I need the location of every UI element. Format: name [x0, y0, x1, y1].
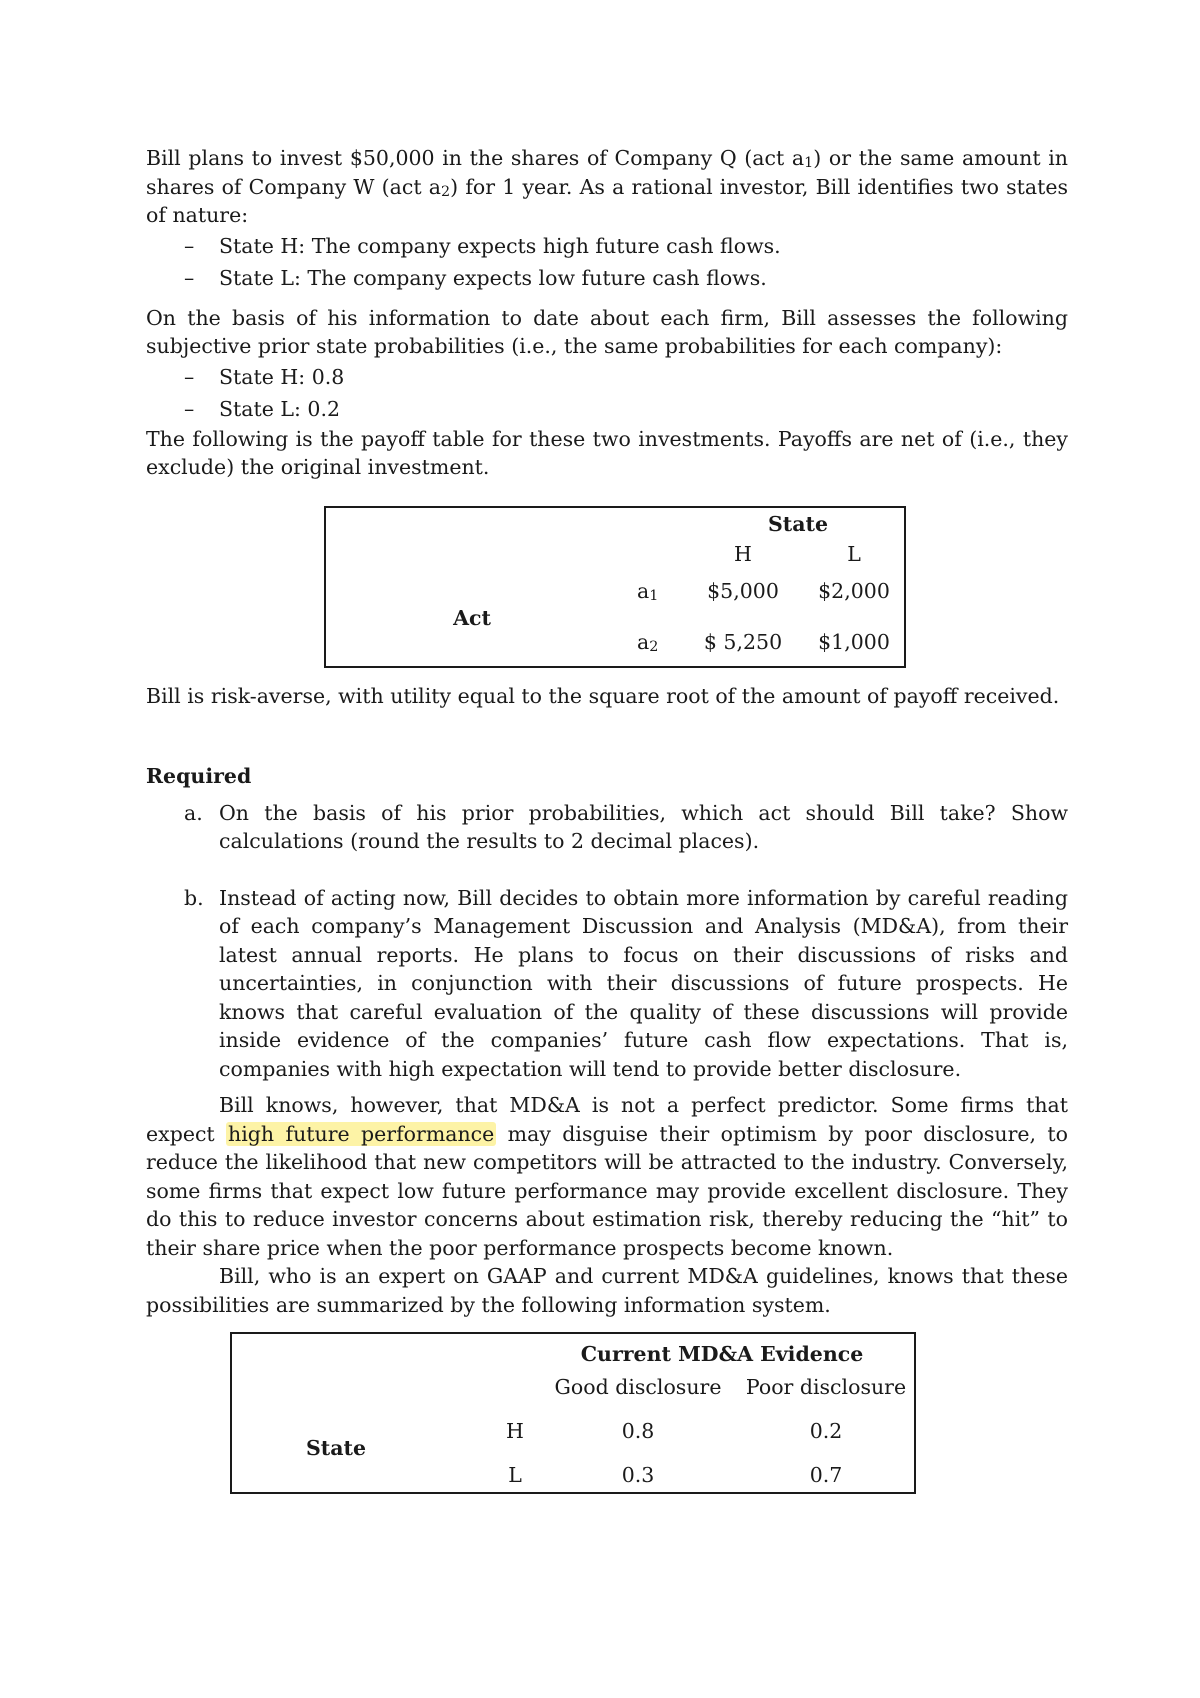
table-cell-act: $a_1$: [637, 579, 659, 604]
table-cell: $2,000: [818, 579, 890, 603]
highlighted-text: high future performance: [228, 1121, 495, 1146]
info-system-paragraph: Bill, who is an expert on GAAP and current MD&A guidelines, knows that these possibilities are summarized by the following information system.: [146, 1264, 1068, 1317]
table-cell: H: [506, 1419, 524, 1443]
utility-paragraph: Bill is risk-averse, with utility equal to the square root of the amount of payoff received.: [146, 684, 1060, 708]
table-col-l: L: [847, 542, 861, 566]
table-cell: 0.7: [809, 1463, 843, 1487]
payoff-table: [324, 506, 906, 668]
priors-list: [146, 361, 1068, 425]
table-cell: L: [508, 1463, 522, 1487]
intro-paragraph: Bill plans to invest $50,000 in the shares of Company Q (act $a_1$) or the same amount in shares of Company W (act $a_2$) for 1 year. As a rational investor, Bill identifies two states of nature:: [146, 146, 1069, 227]
required-list: [146, 799, 1068, 1084]
payoff-intro-paragraph: The following is the payoff table for these two investments. Payoffs are net of (i.e., they exclude) the original investment.: [146, 426, 1068, 479]
table-cell: $5,000: [707, 579, 779, 603]
table-col-poor: Poor disclosure: [745, 1375, 907, 1399]
document-body: [146, 144, 1069, 1487]
info-system-table: [230, 1332, 916, 1494]
states-list: [146, 230, 1068, 294]
list-item: – State L: 0.2: [146, 393, 1068, 425]
table-row-header-act: Act: [453, 606, 491, 630]
table-cell: $1,000: [818, 630, 890, 654]
list-item: – State L: The company expects low future cash flows.: [146, 262, 1068, 294]
table-cell-act: $a_2$: [637, 630, 659, 655]
mdna-paragraph: Bill knows, however, that MD&A is not a perfect predictor. Some firms that expect high future performance may disguise their optimism by poor disclosure, to reduce the likelihood that new competitors will be attracted to the industry. Conversely, some firms that expect low future performance may provide excellent disclosure. They do this to reduce investor concerns about estimation risk, thereby reducing the “hit” to their share price when the poor performance prospects become known.: [146, 1093, 1069, 1260]
list-item: b. Instead of acting now, Bill decides to obtain more information by careful reading of each company’s Management Discussion and Analysis (MD&A), from their latest annual reports. He plans to focus on their discussions of risks and uncertainties, in conjunction with their discussions of future prospects. He knows that careful evaluation of the quality of these discussions will provide inside evidence of the companies’ future cash flow expectations. That is, companies with high expectation will tend to provide better disclosure.: [184, 885, 1068, 1081]
table-cell: 0.3: [621, 1463, 655, 1487]
table-header-state: State: [767, 512, 829, 536]
required-section: [146, 762, 1068, 1319]
list-item: – State H: The company expects high future cash flows.: [146, 230, 1068, 262]
table-row-header-state: State: [305, 1436, 367, 1460]
table-cell: 0.8: [621, 1419, 655, 1443]
priors-paragraph: On the basis of his information to date about each firm, Bill assesses the following subjective prior state probabilities (i.e., the same probabilities for each company):: [146, 305, 1068, 358]
table-cell: $ 5,250: [703, 630, 783, 654]
table-cell: 0.2: [809, 1419, 843, 1443]
table-header-evidence: Current MD&A Evidence: [580, 1342, 864, 1366]
table-col-h: H: [734, 542, 752, 566]
list-item: – State H: 0.8: [146, 361, 1068, 393]
table-col-good: Good disclosure: [554, 1375, 722, 1399]
list-item: a. On the basis of his prior probabilities, which act should Bill take? Show calculations (round the results to 2 decimal places).: [184, 800, 1068, 853]
required-heading: Required: [146, 764, 252, 788]
